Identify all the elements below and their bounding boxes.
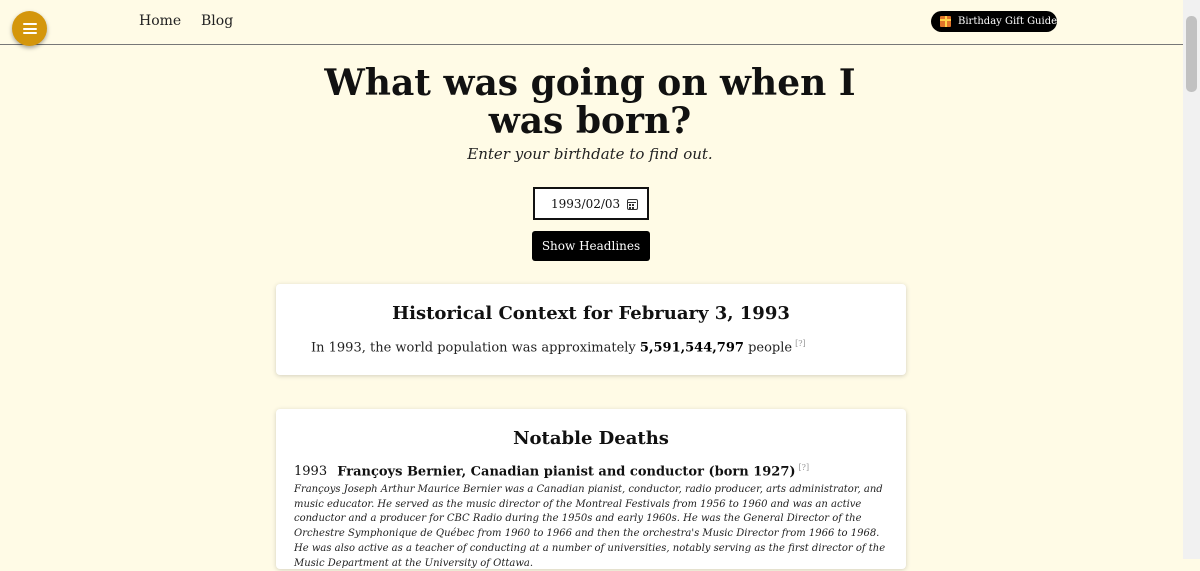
- birthday-gift-guide-button[interactable]: [931, 11, 1057, 32]
- birthdate-value: 1993/02/03: [551, 196, 621, 211]
- hamburger-icon: [23, 23, 37, 34]
- notable-deaths-card: [276, 409, 906, 569]
- population-reference-link[interactable]: [?]: [795, 339, 806, 348]
- historical-context-card: [276, 284, 906, 375]
- population-value: 5,591,544,797: [639, 340, 744, 356]
- nav-link-home[interactable]: Home: [139, 13, 182, 29]
- top-navigation-bar: [0, 0, 1183, 45]
- death-reference-link[interactable]: [?]: [798, 463, 810, 472]
- population-prefix: In 1993, the world population was approximately: [311, 340, 636, 356]
- death-year: 1993: [294, 464, 328, 480]
- death-item-heading: [294, 463, 809, 479]
- scrollbar-thumb[interactable]: [1186, 16, 1197, 92]
- death-description: Françoys Joseph Arthur Maurice Bernier was a Canadian pianist, conductor, radio producer, arts administrator, and music educator. He served as the music director of the Montreal Festivals from 1956 to 1960 and was an active conductor and a producer for CBC Radio during the 1950s and early 1960s. He was the General Director of the Orchestre Symphonique de Québec from 1960 to 1966 and then the orchestra's Music Director from 1966 to 1968. He was also active as a teacher of conducting at a number of universities, notably serving as the first director of the Music Department at the University of Ottawa.: [294, 484, 886, 569]
- birthdate-input[interactable]: [533, 187, 649, 220]
- page-subtitle: Enter your birthdate to find out.: [467, 145, 713, 163]
- population-text: [311, 339, 806, 355]
- population-suffix: people: [748, 340, 793, 356]
- menu-button[interactable]: [12, 11, 47, 46]
- gift-guide-label: Birthday Gift Guide: [958, 16, 1058, 27]
- context-heading: Historical Context for February 3, 1993: [392, 303, 790, 324]
- show-headlines-button[interactable]: Show Headlines: [532, 231, 650, 261]
- death-name: Françoys Bernier, Canadian pianist and conductor (born 1927): [337, 464, 796, 480]
- gift-icon: [940, 16, 951, 27]
- nav-link-blog[interactable]: Blog: [201, 13, 234, 29]
- deaths-heading: Notable Deaths: [513, 428, 669, 449]
- calendar-icon[interactable]: [627, 199, 638, 210]
- page-title: What was going on when I was born?: [324, 62, 856, 142]
- vertical-scrollbar[interactable]: [1183, 0, 1200, 559]
